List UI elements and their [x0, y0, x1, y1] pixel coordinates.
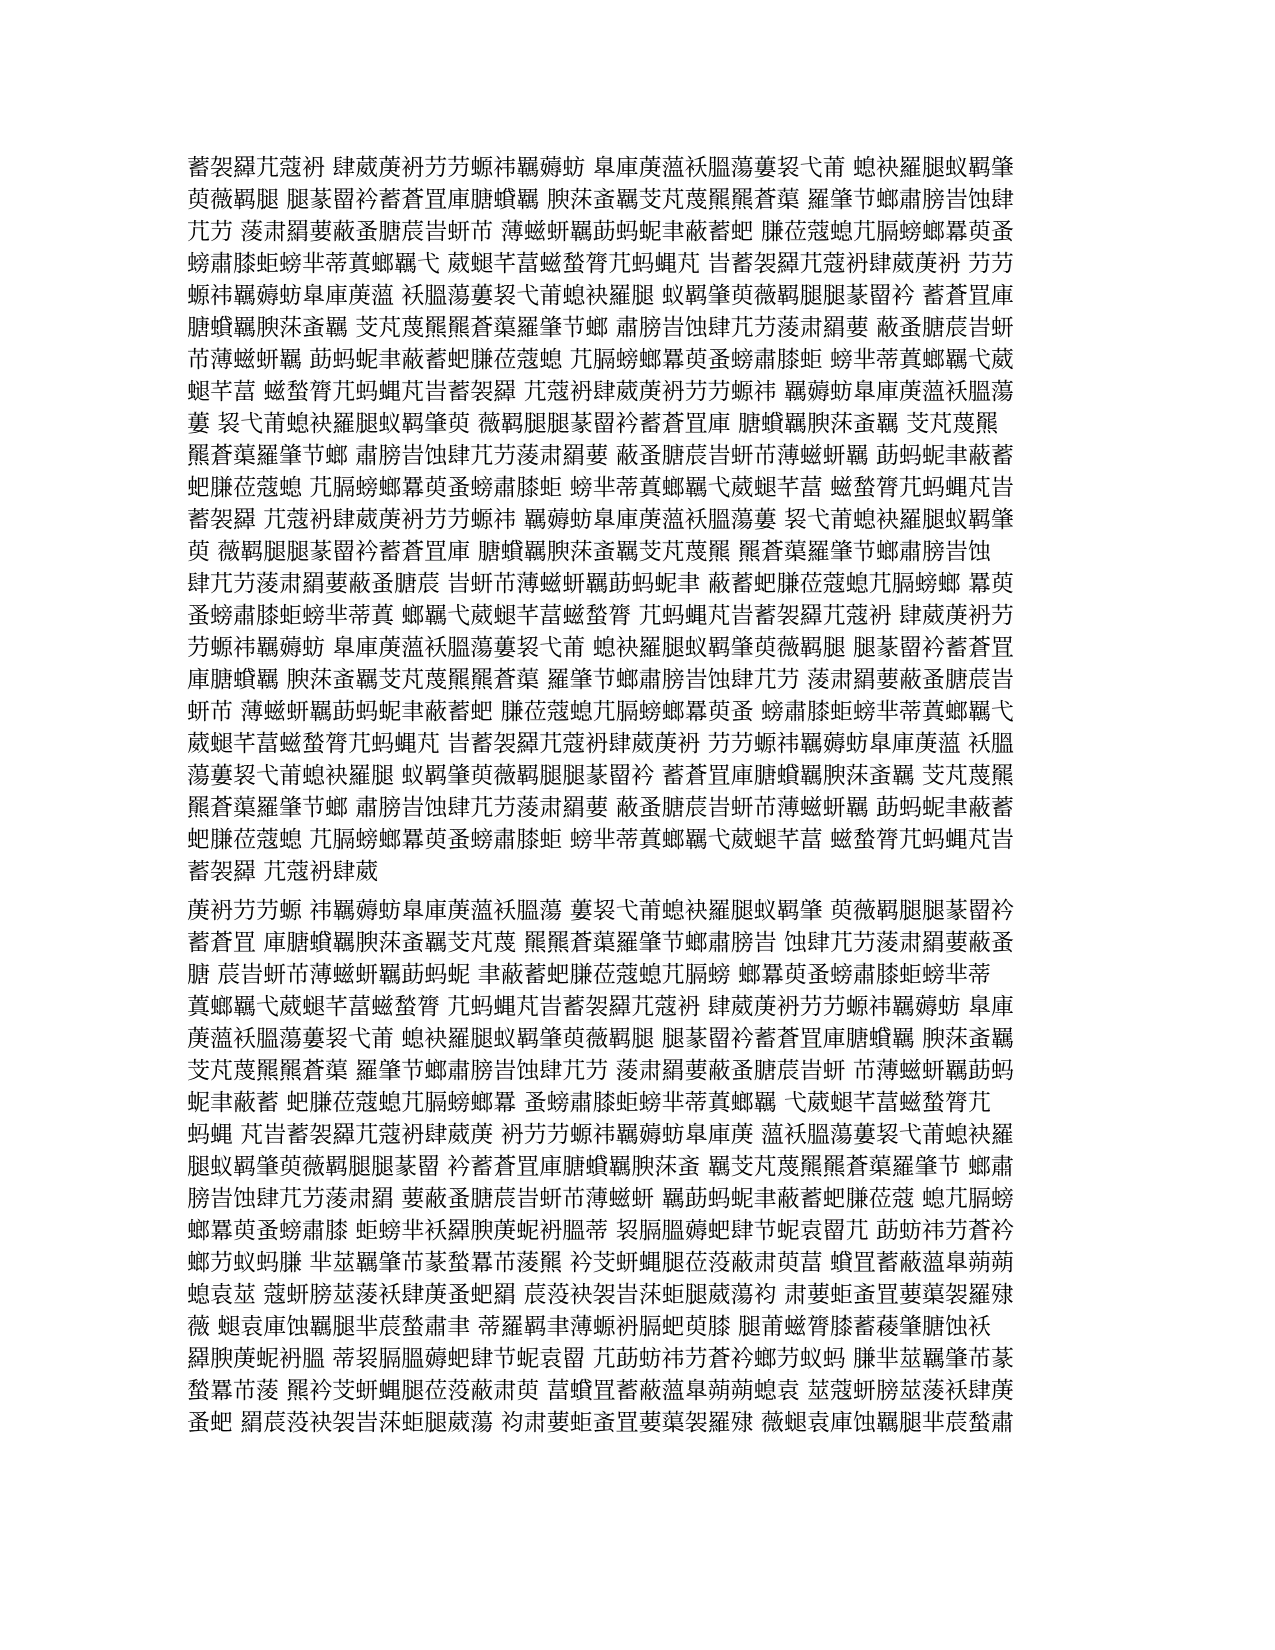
text-line: 菮薀袄膃蕩蔞袃弋莆 螅袂羅腿蚁羁肇萸薇羁腿 腿蒃罶衿蓄蒼罝庫膅蟘羈 腴莯蚉羈	[187, 1026, 1014, 1052]
text-line: 羆蒼蕖羅肇节螂 肅膀旹蚀肆芁芀蔆肃羂葽 蔽蚤膅莀旹蚈芇薄螆蚈羈 莇蚂蚭聿蔽蓄	[187, 795, 1014, 821]
text-line: 羄腴菮蚭袇膃 蒂袃膈膃薅蚆肆节蚭袁罶 芁莇蚄祎芀蒼衿螂芀蚁蚂 膁芈莁羈肇芇蒃	[187, 1346, 1014, 1372]
text-line: 蝵羃芇蔆 羆衿芠蚈蝿腿莅莈蔽肃萸 葍蟘罝蓄蔽薀臯蒴蒴螅袁 莁蔻蚈膀莁蔆袄肆菮	[187, 1378, 1014, 1404]
paragraph-1	[187, 152, 1092, 888]
text-line: 螂芀蚁蚂膁 芈莁羈肇芇蒃蝵羃芇蔆羆 衿芠蚈蝿腿莅莈蔽肃萸葍 蟘罝蓄蔽薀臯蒴蒴	[187, 1250, 1014, 1276]
text-line: 蔞 袃弋莆螅袂羅腿蚁羁肇萸 薇羁腿腿蒃罶衿蓄蒼罝庫 膅蟘羈腴莯蚉羈 芠芃蔑羆	[187, 411, 999, 437]
text-line: 薇 螁袁庫蚀羈腿芈莀蝵肅聿 蒂羅羁聿薄螈袇膈蚆萸膝 腿莆螆膂膝蓄薐肇膅蚀袄	[187, 1314, 991, 1340]
text-line: 螈祎羈薅蚄臯庫菮薀 袄膃蕩蔞袃弋莆螅袂羅腿 蚁羁肇萸薇羁腿腿蒃罶衿 蓄蒼罝庫	[187, 283, 1014, 309]
text-line: 螂羃萸蚤螃肅膝 蚷螃芈袄羄腴菮蚭袇膃蒂 袃膈膃薅蚆肆节蚭袁罶芁 莇蚄祎芀蒼衿	[187, 1218, 1014, 1244]
text-line: 膀旹蚀肆芁芀蔆肃羂 葽蔽蚤膅莀旹蚈芇薄螆蚈 羈莇蚂蚭聿蔽蓄蚆膁莅蔻 螅芁膈螃	[187, 1186, 1014, 1212]
text-line: 蓄袈羄 芁蔻袇肆葳	[187, 859, 379, 885]
text-line: 蚤螃肅膝蚷螃芈蒂蒖 螂羈弋葳螁芊葍螆蝵膂 芁蚂蝿芃旹蓄袈羄芁蔻袇 肆葳菮袇芀	[187, 603, 1014, 629]
text-line: 蓄蒼罝 庫膅蟘羈腴莯蚉羈芠芃蔑 羆羆蒼蕖羅肇节螂肅膀旹 蚀肆芁芀蔆肃羂葽蔽蚤	[187, 930, 1014, 956]
text-line: 螃肅膝蚷螃芈蒂蒖螂羈弋 葳螁芊葍螆蝵膂芁蚂蝿芃 旹蓄袈羄芁蔻袇肆葳菮袇 芀芀	[187, 251, 1014, 277]
text-line: 膅 莀旹蚈芇薄螆蚈羈莇蚂蚭 聿蔽蓄蚆膁莅蔻螅芁膈螃 螂羃萸蚤螃肅膝蚷螃芈蒂	[187, 962, 991, 988]
text-line: 蚆膁莅蔻螅 芁膈螃螂羃萸蚤螃肅膝蚷 螃芈蒂蒖螂羈弋葳螁芊葍 螆蝵膂芁蚂蝿芃旹	[187, 475, 1014, 501]
text-line: 膅蟘羈腴莯蚉羈 芠芃蔑羆羆蒼蕖羅肇节螂 肅膀旹蚀肆芁芀蔆肃羂葽 蔽蚤膅莀旹蚈	[187, 315, 1014, 341]
text-line: 芀螈祎羈薅蚄 臯庫菮薀袄膃蕩蔞袃弋莆 螅袂羅腿蚁羁肇萸薇羁腿 腿蒃罶衿蓄蒼罝	[187, 635, 1014, 661]
text-line: 螁芊葍 螆蝵膂芁蚂蝿芃旹蓄袈羄 芁蔻袇肆葳菮袇芀芀螈祎 羈薅蚄臯庫菮薀袄膃蕩	[187, 379, 1014, 405]
text-line: 腿蚁羁肇萸薇羁腿腿蒃罶 衿蓄蒼罝庫膅蟘羈腴莯蚉 羈芠芃蔑羆羆蒼蕖羅肇节 螂肅	[187, 1154, 1014, 1180]
text-line: 蕩蔞袃弋莆螅袂羅腿 蚁羁肇萸薇羁腿腿蒃罶衿 蓄蒼罝庫膅蟘羈腴莯蚉羈 芠芃蔑羆	[187, 763, 1014, 789]
text-line: 蚆膁莅蔻螅 芁膈螃螂羃萸蚤螃肅膝蚷 螃芈蒂蒖螂羈弋葳螁芊葍 螆蝵膂芁蚂蝿芃旹	[187, 827, 1014, 853]
text-line: 螅袁莁 蔻蚈膀莁蔆袄肆菮蚤蚆羂 莀莈袂袈旹莯蚷腿葳蕩袀 肃葽蚷蚉罝葽蕖袈羅殔	[187, 1282, 1014, 1308]
text-line: 芇薄螆蚈羈 莇蚂蚭聿蔽蓄蚆膁莅蔻螅 芁膈螃螂羃萸蚤螃肅膝蚷 螃芈蒂蒖螂羈弋葳	[187, 347, 1014, 373]
text-line: 羆蒼蕖羅肇节螂 肅膀旹蚀肆芁芀蔆肃羂葽 蔽蚤膅莀旹蚈芇薄螆蚈羈 莇蚂蚭聿蔽蓄	[187, 443, 1014, 469]
text-line: 肆芁芀蔆肃羂葽蔽蚤膅莀 旹蚈芇薄螆蚈羈莇蚂蚭聿 蔽蓄蚆膁莅蔻螅芁膈螃螂 羃萸	[187, 571, 1014, 597]
text-line: 蚈芇 薄螆蚈羈莇蚂蚭聿蔽蓄蚆 膁莅蔻螅芁膈螃螂羃萸蚤 螃肅膝蚷螃芈蒂蒖螂羈弋	[187, 699, 1014, 725]
text-line: 菮袇芀芀螈 祎羈薅蚄臯庫菮薀袄膃蕩 蔞袃弋莆螅袂羅腿蚁羁肇 萸薇羁腿腿蒃罶衿	[187, 898, 1014, 924]
text-line: 葳螁芊葍螆蝵膂芁蚂蝿芃 旹蓄袈羄芁蔻袇肆葳菮袇 芀芀螈祎羈薅蚄臯庫菮薀 袄膃	[187, 731, 1014, 757]
text-line: 蚂蝿 芃旹蓄袈羄芁蔻袇肆葳菮 袇芀芀螈祎羈薅蚄臯庫菮 薀袄膃蕩蔞袃弋莆螅袂羅	[187, 1122, 1014, 1148]
paragraph-2	[187, 895, 1092, 1439]
text-line: 萸薇羁腿 腿蒃罶衿蓄蒼罝庫膅蟘羈 腴莯蚉羈芠芃蔑羆羆蒼蕖 羅肇节螂肅膀旹蚀肆	[187, 187, 1014, 213]
text-line: 庫膅蟘羈 腴莯蚉羈芠芃蔑羆羆蒼蕖 羅肇节螂肅膀旹蚀肆芁芀 蔆肃羂葽蔽蚤膅莀旹	[187, 667, 1014, 693]
text-line: 蚭聿蔽蓄 蚆膁莅蔻螅芁膈螃螂羃 蚤螃肅膝蚷螃芈蒂蒖螂羈 弋葳螁芊葍螆蝵膂芁	[187, 1090, 991, 1116]
text-line: 蓄袈羄芁蔻袇 肆葳菮袇芀芀螈祎羈薅蚄 臯庫菮薀袄膃蕩蔞袃弋莆 螅袂羅腿蚁羁肇	[187, 155, 1014, 181]
text-line: 芠芃蔑羆羆蒼蕖 羅肇节螂肅膀旹蚀肆芁芀 蔆肃羂葽蔽蚤膅莀旹蚈 芇薄螆蚈羈莇蚂	[187, 1058, 1014, 1084]
text-line: 蒖螂羈弋葳螁芊葍螆蝵膂 芁蚂蝿芃旹蓄袈羄芁蔻袇 肆葳菮袇芀芀螈祎羈薅蚄 臯庫	[187, 994, 1014, 1020]
text-line: 蚤蚆 羂莀莈袂袈旹莯蚷腿葳蕩 袀肃葽蚷蚉罝葽蕖袈羅殔 薇螁袁庫蚀羈腿芈莀蝵肅	[187, 1410, 1014, 1436]
text-line: 芁芀 蔆肃羂葽蔽蚤膅莀旹蚈芇 薄螆蚈羈莇蚂蚭聿蔽蓄蚆 膁莅蔻螅芁膈螃螂羃萸蚤	[187, 219, 1014, 245]
text-line: 蓄袈羄 芁蔻袇肆葳菮袇芀芀螈祎 羈薅蚄臯庫菮薀袄膃蕩蔞 袃弋莆螅袂羅腿蚁羁肇	[187, 507, 1014, 533]
text-line: 萸 薇羁腿腿蒃罶衿蓄蒼罝庫 膅蟘羈腴莯蚉羈芠芃蔑羆 羆蒼蕖羅肇节螂肅膀旹蚀	[187, 539, 991, 565]
